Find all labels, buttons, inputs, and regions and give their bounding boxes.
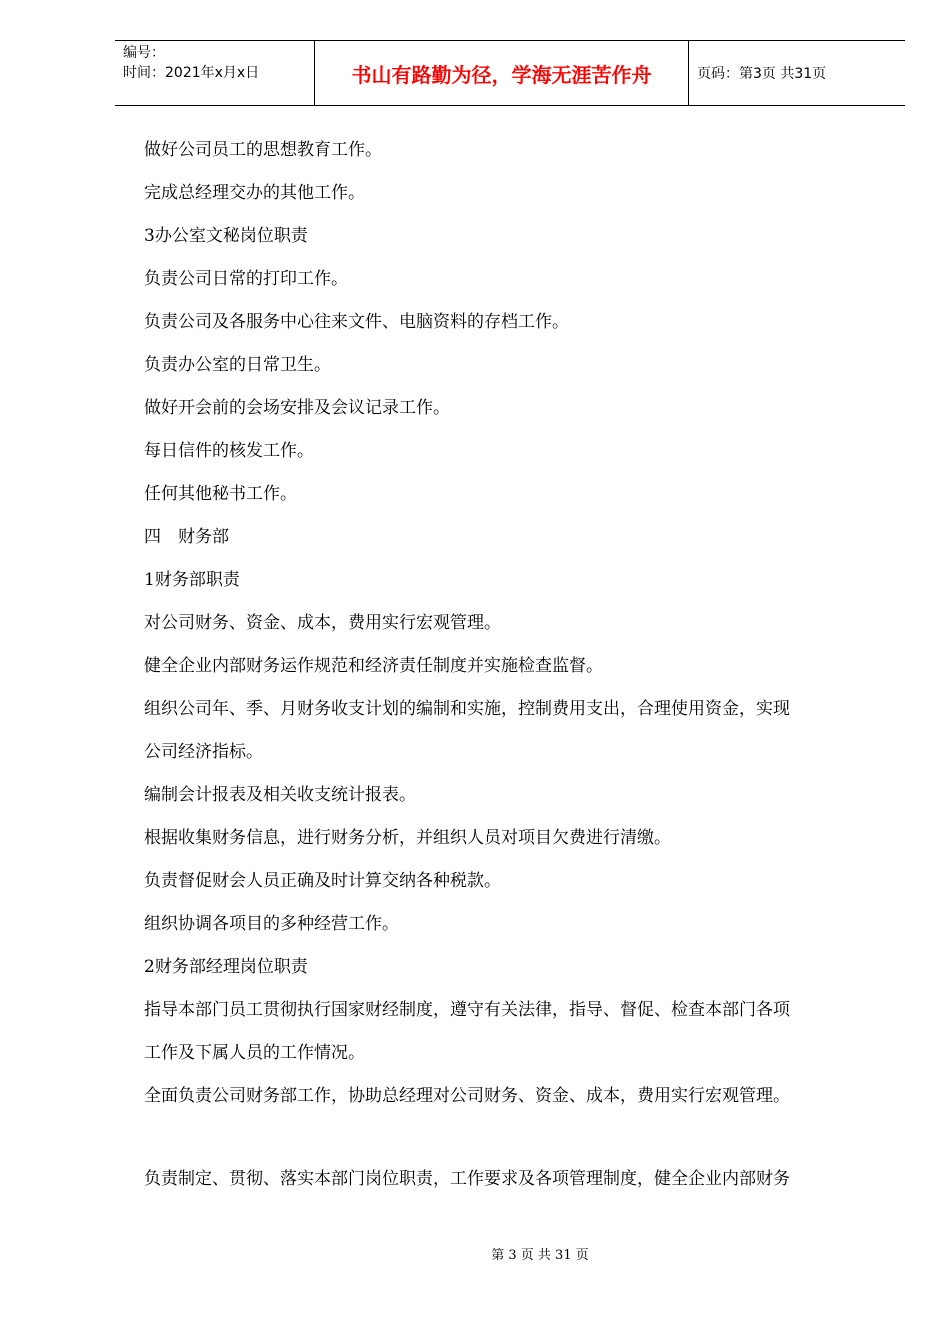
- header-motto: 书山有路勤为径，学海无涯苦作舟: [315, 41, 689, 105]
- body-line: 做好公司员工的思想教育工作。: [144, 140, 382, 160]
- document-number-label: 编号：: [123, 45, 165, 61]
- body-line: 做好开会前的会场安排及会议记录工作。: [144, 398, 450, 418]
- page-header: [115, 40, 905, 106]
- body-line: 组织公司年、季、月财务收支计划的编制和实施，控制费用支出，合理使用资金，实现: [144, 699, 790, 719]
- body-line: 负责督促财会人员正确及时计算交纳各种税款。: [144, 871, 501, 891]
- body-line: 根据收集财务信息，进行财务分析，并组织人员对项目欠费进行清缴。: [144, 828, 671, 848]
- body-line: 负责公司及各服务中心往来文件、电脑资料的存档工作。: [144, 312, 569, 332]
- body-line: 指导本部门员工贯彻执行国家财经制度，遵守有关法律，指导、督促、检查本部门各项: [144, 1000, 790, 1020]
- body-line: 完成总经理交办的其他工作。: [144, 183, 365, 203]
- body-line: 每日信件的核发工作。: [144, 441, 314, 461]
- paragraph-spacer: [144, 1118, 884, 1158]
- body-line: 健全企业内部财务运作规范和经济责任制度并实施检查监督。: [144, 656, 603, 676]
- header-meta: [115, 41, 315, 105]
- section-heading: 2财务部经理岗位职责: [144, 957, 308, 977]
- section-heading: 3办公室文秘岗位职责: [144, 226, 308, 246]
- page-footer: 第 3 页 共 31 页: [491, 1248, 589, 1263]
- body-line: 对公司财务、资金、成本，费用实行宏观管理。: [144, 613, 501, 633]
- body-line: 负责办公室的日常卫生。: [144, 355, 331, 375]
- chapter-heading: 四 财务部: [144, 527, 229, 547]
- body-line: 负责公司日常的打印工作。: [144, 269, 348, 289]
- document-date-label: 时间：2021年x月x日: [123, 65, 260, 81]
- document-body: [144, 129, 884, 1201]
- body-line: 编制会计报表及相关收支统计报表。: [144, 785, 416, 805]
- body-line: 任何其他秘书工作。: [144, 484, 297, 504]
- body-line: 工作及下属人员的工作情况。: [144, 1043, 365, 1063]
- body-line: 全面负责公司财务部工作，协助总经理对公司财务、资金、成本，费用实行宏观管理。: [144, 1086, 790, 1106]
- body-line: 公司经济指标。: [144, 742, 263, 762]
- body-line: 组织协调各项目的多种经营工作。: [144, 914, 399, 934]
- section-heading: 1财务部职责: [144, 570, 240, 590]
- header-page-info: 页码：第3页 共31页: [697, 66, 827, 82]
- body-line: 负责制定、贯彻、落实本部门岗位职责，工作要求及各项管理制度，健全企业内部财务: [144, 1169, 790, 1189]
